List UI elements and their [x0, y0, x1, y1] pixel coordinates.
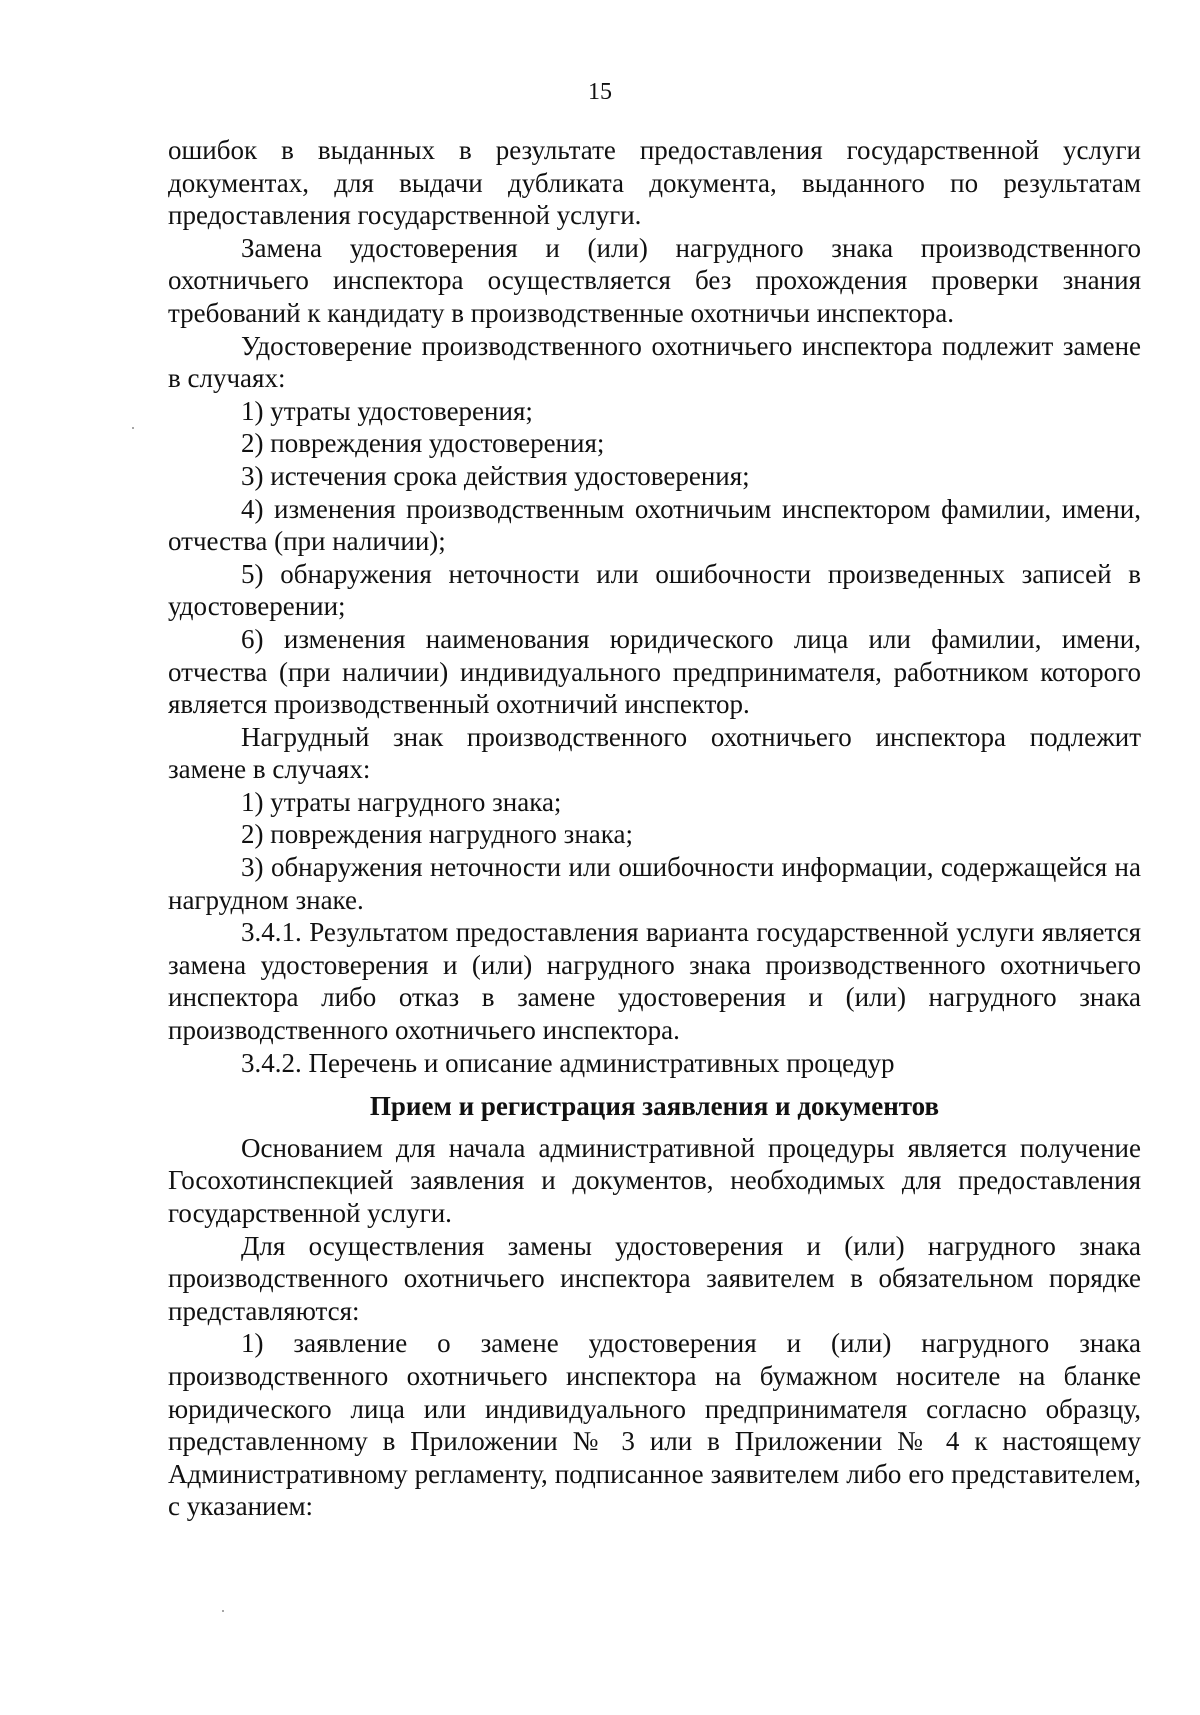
paragraph: Для осуществления замены удостоверения и (или) нагрудного знака производственного охотничьего инспектора заявителем в обязательном порядке представляются: [168, 1230, 1141, 1326]
scan-speck [132, 427, 134, 429]
list-item: 3) обнаружения неточности или ошибочности информации, содержащейся на нагрудном знаке. [168, 852, 1141, 915]
list-item: 2) повреждения удостоверения; [241, 428, 605, 459]
paragraph: Замена удостоверения и (или) нагрудного знака производственного охотничьего инспектора осуществляется без прохождения проверки знания требований к кандидату в производственные охотничьи инспектора. [168, 232, 1141, 328]
page-number: 15 [588, 79, 612, 105]
document-body [168, 134, 1141, 1523]
paragraph: ошибок в выданных в результате предоставления государственной услуги документах, для выдачи дубликата документа, выданного по результатам предоставления государственной услуги. [168, 135, 1141, 231]
paragraph: Основанием для начала административной процедуры является получение Госохотинспекцией заявления и документов, необходимых для предоставления государственной услуги. [168, 1132, 1141, 1228]
list-item: 4) изменения производственным охотничьим инспектором фамилии, имени, отчества (при наличии); [168, 493, 1141, 557]
paragraph: Нагрудный знак производственного охотничьего инспектора подлежит замене в случаях: [168, 721, 1141, 785]
list-item: 1) утраты удостоверения; [241, 395, 533, 426]
list-item: 1) заявление о замене удостоверения и (или) нагрудного знака производственного охотничьего инспектора на бумажном носителе на бланке юридического лица или индивидуального предпринимателя согласно образцу, представленному в Приложении № 3 или в Приложении № 4 к настоящему Административному регламенту, подписанное заявителем либо его представителем, с указанием: [168, 1328, 1141, 1522]
list-item: 5) обнаружения неточности или ошибочности произведенных записей в удостоверении; [168, 558, 1141, 622]
paragraph: 3.4.2. Перечень и описание административных процедур [241, 1047, 895, 1078]
list-item: 1) утраты нагрудного знака; [241, 786, 562, 817]
list-item: 3) истечения срока действия удостоверения; [241, 460, 750, 491]
section-heading: Прием и регистрация заявления и документов [369, 1091, 940, 1122]
list-item: 6) изменения наименования юридического лица или фамилии, имени, отчества (при наличии) индивидуального предпринимателя, работником которого является производственный охотничий инспектор. [168, 623, 1141, 720]
scan-speck [222, 1610, 224, 1612]
list-item: 2) повреждения нагрудного знака; [241, 819, 633, 850]
paragraph: 3.4.1. Результатом предоставления варианта государственной услуги является замена удостоверения и (или) нагрудного знака производственного охотничьего инспектора либо отказ в замене удостоверения и (или) нагрудного знака производственного охотничьего инспектора. [168, 917, 1141, 1046]
paragraph: Удостоверение производственного охотничьего инспектора подлежит замене в случаях: [168, 330, 1141, 394]
